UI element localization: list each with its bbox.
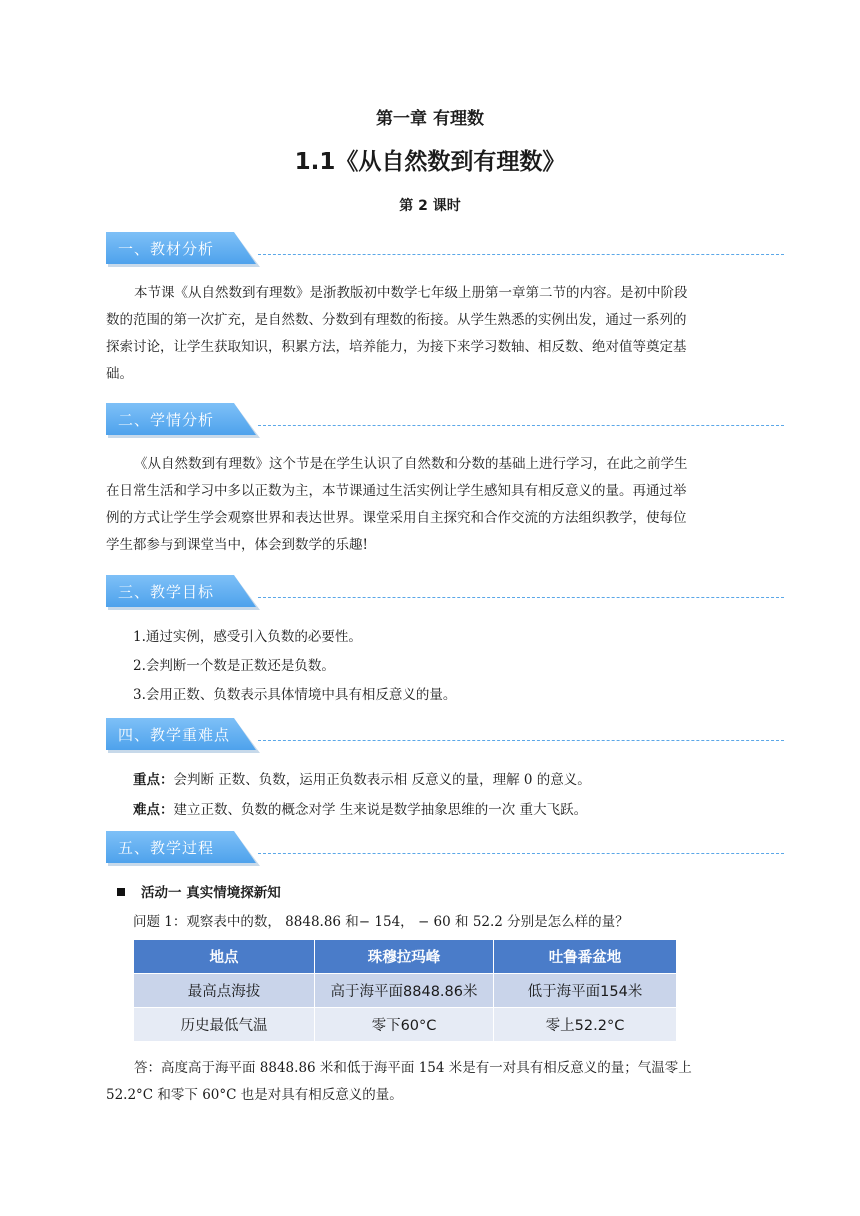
dashed-divider	[258, 254, 784, 255]
period-label: 第 2 课时	[399, 198, 461, 214]
table-header-cell: 吐鲁番盆地	[494, 940, 677, 974]
table-cell: 最高点海拔	[134, 974, 315, 1008]
difficult-point-line	[133, 798, 587, 818]
section-header-material	[106, 232, 784, 266]
comparison-table	[133, 939, 677, 1042]
table-cell: 历史最低气温	[134, 1008, 315, 1042]
question-text: 问题 1：观察表中的数， 8848.86 和− 154， − 60 和 52.2 分别是怎么样的量？	[133, 914, 629, 930]
objective-item: 2.会判断一个数是正数还是负数。	[133, 658, 335, 674]
paragraph-line: 《从自然数到有理数》这个节是在学生认识了自然数和分数的基础上进行学习，在此之前学生	[134, 456, 688, 472]
lesson-title: 1.1《从自然数到有理数》	[294, 149, 566, 175]
activity-heading	[117, 881, 281, 901]
section-header-student	[106, 403, 784, 437]
table-header-cell: 珠穆拉玛峰	[315, 940, 494, 974]
section-label: 一、教材分析	[118, 240, 215, 258]
paragraph-line: 本节课《从自然数到有理数》是浙教版初中数学七年级上册第一章第二节的内容。是初中阶段	[134, 285, 688, 301]
section-header-key-points	[106, 718, 784, 752]
paragraph-line: 探索讨论，让学生获取知识，积累方法，培养能力，为接下来学习数轴、相反数、绝对值等奠定基	[106, 339, 687, 355]
dashed-divider	[258, 740, 784, 741]
dashed-divider	[258, 597, 784, 598]
objective-item: 1.通过实例，感受引入负数的必要性。	[133, 629, 362, 645]
difficult-point-text: 建立正数、负数的概念对学 生来说是数学抽象思维的一次 重大飞跃。	[173, 802, 588, 818]
key-point-line	[133, 768, 591, 788]
paragraph-line: 答：高度高于海平面 8848.86 米和低于海平面 154 米是有一对具有相反意义的量；气温零上	[134, 1060, 692, 1076]
table-cell: 零上52.2°C	[494, 1008, 677, 1042]
paragraph-line: 在日常生活和学习中多以正数为主，本节课通过生活实例让学生感知具有相反意义的量。再通过举	[106, 483, 687, 499]
paragraph-line: 52.2°C 和零下 60°C 也是对具有相反意义的量。	[106, 1087, 403, 1103]
paragraph-line: 学生都参与到课堂当中，体会到数学的乐趣!	[106, 537, 368, 553]
table-row	[134, 1008, 677, 1042]
dashed-divider	[258, 853, 784, 854]
chapter-title: 第一章 有理数	[376, 109, 484, 129]
key-point-text: 会判断 正数、负数，运用正负数表示相 反意义的量，理解 0 的意义。	[173, 772, 591, 788]
table-cell: 零下60°C	[315, 1008, 494, 1042]
section-label: 二、学情分析	[118, 411, 215, 429]
key-point-label: 重点：	[133, 772, 174, 788]
difficult-point-label: 难点：	[133, 802, 174, 818]
material-analysis-paragraph	[106, 280, 756, 388]
table-header-cell: 地点	[134, 940, 315, 974]
student-analysis-paragraph	[106, 451, 756, 559]
answer-paragraph	[106, 1055, 756, 1109]
table-header-row	[134, 940, 677, 974]
section-label: 五、教学过程	[118, 839, 215, 857]
section-label: 四、教学重难点	[118, 726, 231, 744]
table-cell: 低于海平面154米	[494, 974, 677, 1008]
section-label: 三、教学目标	[118, 583, 215, 601]
square-bullet-icon	[117, 888, 125, 896]
objective-item: 3.会用正数、负数表示具体情境中具有相反意义的量。	[133, 687, 457, 703]
section-header-objectives	[106, 575, 784, 609]
paragraph-line: 例的方式让学生学会观察世界和表达世界。课堂采用自主探究和合作交流的方法组织教学，使每位	[106, 510, 687, 526]
paragraph-line: 础。	[106, 366, 133, 382]
dashed-divider	[258, 425, 784, 426]
paragraph-line: 数的范围的第一次扩充，是自然数、分数到有理数的衔接。从学生熟悉的实例出发，通过一系列的	[106, 312, 687, 328]
activity-title: 活动一 真实情境探新知	[141, 885, 281, 901]
table-row	[134, 974, 677, 1008]
table-cell: 高于海平面8848.86米	[315, 974, 494, 1008]
section-header-process	[106, 831, 784, 865]
